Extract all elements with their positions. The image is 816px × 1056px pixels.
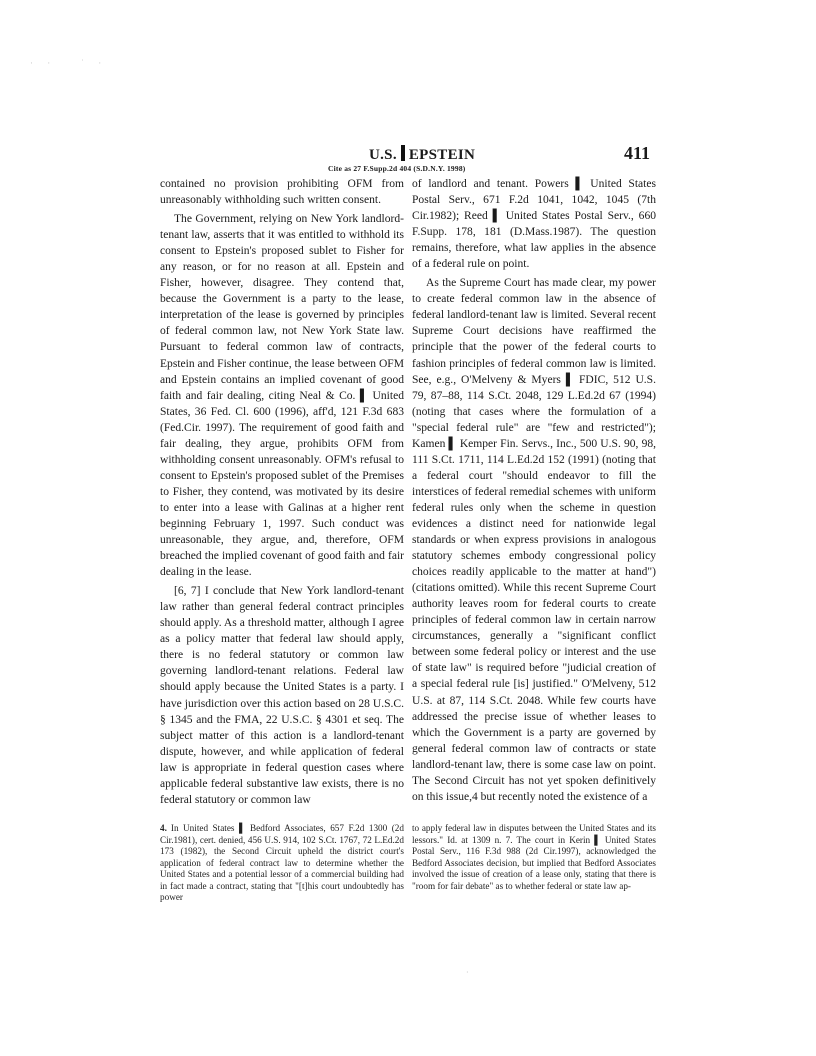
footnote-right	[412, 823, 656, 892]
footnote-number: 4.	[160, 823, 167, 833]
case-title	[369, 145, 475, 164]
paragraph: contained no provision prohibiting OFM from unreasonably withholding such written consent.	[160, 178, 404, 207]
paragraph: As the Supreme Court has made clear, my power to create federal common law in the absence of federal landlord-tenant law is limited. Several recent Supreme Court decisions have reaffirmed the principle that the power of the federal courts to fashion principles of federal common law is limited. See, e.g., O'Melveny & Myers ▌ FDIC, 512 U.S. 79, 87–88, 114 S.Ct. 2048, 129 L.Ed.2d 67 (1994) (noting that cases where the formulation of a "special federal rule" are "few and restricted"); Kamen ▌ Kemper Fin. Servs., Inc., 500 U.S. 90, 98, 111 S.Ct. 1711, 114 L.Ed.2d 152 (1991) (noting that a federal court "should endeavor to fill the interstices of federal remedial schemes with uniform federal rules only when the scheme in question evidences a distinct need for nationwide legal standards or when express provisions in analogous statutory schemes embody congressional policy choices readily applicable to the matter at hand") (citations omitted). While this recent Supreme Court authority leaves room for federal courts to create principles of federal common law in certain narrow circumstances, generally a "significant conflict between some federal policy or interest and the use of state law" is required before "judicial creation of a special federal rule [is] justified." O'Melveny, 512 U.S. at 87, 114 S.Ct. 2048. While few courts have addressed the precise issue of whether leases to which the Government is a party are governed by general federal common law of contracts or state landlord-tenant law, there is some case law on point. The Second Circuit has not yet spoken definitively on this issue,4 but recently noted the existence of a	[412, 277, 656, 803]
paragraph: The Government, relying on New York landlord-tenant law, asserts that it was entitled to withhold its consent to Epstein's proposed sublet to Fisher for any reason, or for no reason at all. Epstein and Fisher, however, disagree. They contend that, because the Government is a party to the lease, interpretation of the lease is governed by principles of federal common law, not New York State law. Pursuant to federal common law of contracts, Epstein and Fisher continue, the lease between OFM and Epstein contains an implied covenant of good faith and fair dealing, citing Neal & Co. ▌ United States, 36 Fed. Cl. 600 (1996), aff'd, 121 F.3d 683 (Fed.Cir. 1997). The requirement of good faith and fair dealing, they argue, prohibits OFM from withholding consent unreasonably. OFM's refusal to consent to Epstein's proposed sublet of the Premises to Fisher, they contend, was motivated by its desire to enter into a lease with Galinas at a higher rent beginning February 1, 1997. Such conduct was unreasonable, they argue, and, therefore, OFM breached the implied covenant of good faith and fair dealing in the lease.	[160, 213, 404, 579]
footnote-left	[160, 823, 404, 904]
paragraph: [6, 7] I conclude that New York landlord-tenant law rather than general federal contract principles should apply. As a threshold matter, although I agree as a policy matter that federal law should apply, there is no federal statutory or common law governing landlord-tenant relations. Federal law should apply because the United States is a party. I have jurisdiction over this action based on 28 U.S.C. § 1345 and the FMA, 22 U.S.C. § 4301 et seq. The subject matter of this action is a landlord-tenant dispute, however, and while application of federal law is appropriate in federal question cases where applicable federal substantive law exists, there is no federal statutory or common law	[160, 585, 404, 806]
scan-mark: ·	[466, 968, 469, 977]
running-header	[160, 143, 660, 179]
case-citation: Cite as 27 F.Supp.2d 404 (S.D.N.Y. 1998)	[328, 164, 466, 173]
footnote-continuation: to apply federal law in disputes between the United States and its lessors." Id. at 1309 n. 7. The court in Kerin ▌ United States Postal Serv., 116 F.3d 988 (2d Cir.1997), acknowledged the Bedford Associates decision, but implied that Bedford Associates involved the issue of creation of a lease only, stating that there is "room for fair debate" as to whether federal or state law ap-	[412, 823, 656, 891]
case-title-left: U.S.	[369, 147, 397, 163]
right-text-column	[412, 176, 656, 812]
case-title-right: EPSTEIN	[408, 147, 476, 163]
left-text-column	[160, 176, 404, 812]
redaction-bar	[401, 145, 405, 161]
page-number: 411	[624, 143, 651, 163]
footnote-text: In United States ▌ Bedford Associates, 657 F.2d 1300 (2d Cir.1981), cert. denied, 456 U.S. 914, 102 S.Ct. 1767, 72 L.Ed.2d 173 (1982), the Second Circuit upheld the district court's application of federal contract law to determine whether the United States and a potential lessor of a commercial building had in fact made a contract, stating that "[t]his court undoubtedly has power	[160, 823, 404, 903]
paragraph: of landlord and tenant. Powers ▌ United States Postal Serv., 671 F.2d 1041, 1042, 1045 (7th Cir.1982); Reed ▌ United States Postal Serv., 660 F.Supp. 178, 181 (D.Mass.1987). The question remains, therefore, what law applies in the absence of a federal rule on point.	[412, 178, 656, 271]
scan-specks: · · ˙ ·	[30, 58, 108, 68]
